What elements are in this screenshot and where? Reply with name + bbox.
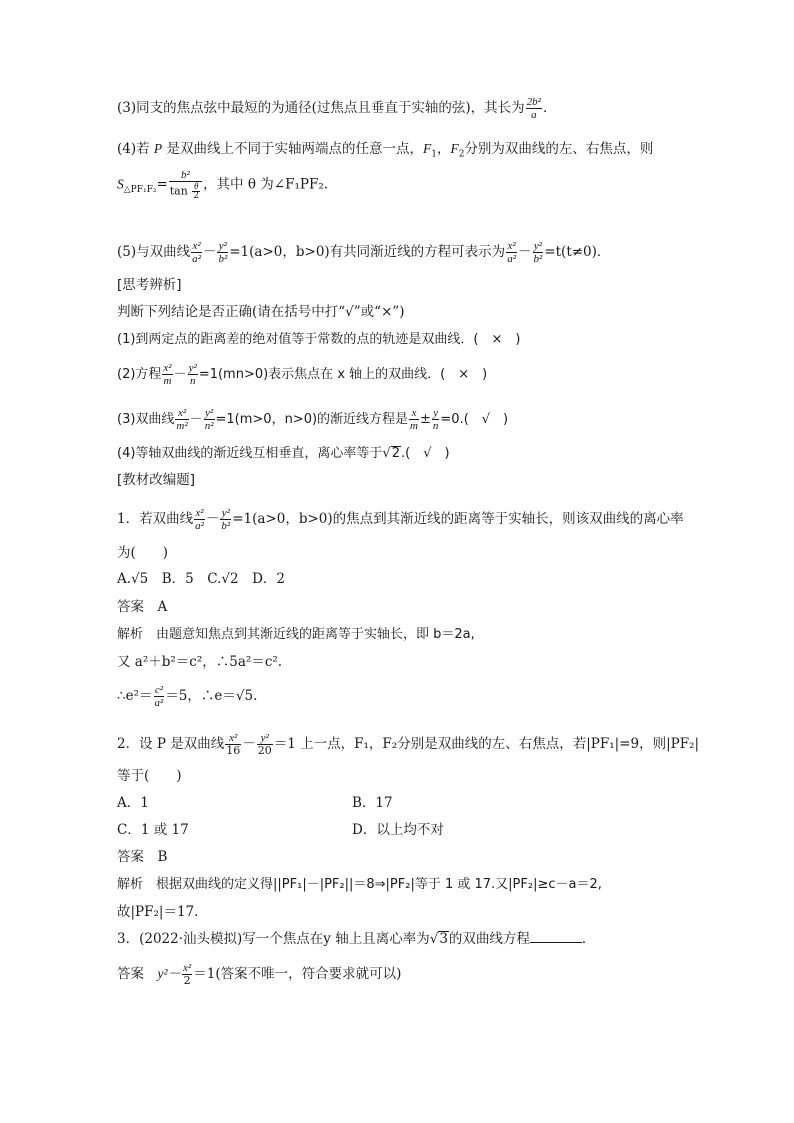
exercise-2-option-c: C．1 或 17 xyxy=(117,822,189,838)
exercise-2-option-b: B．17 xyxy=(352,795,393,811)
exercise-2: 2．设 P 是双曲线 $\frac{\text{x²}}{16}$ － $\frac{\text{y²}}{20}$ ＝1 上一点，F₁，F₂分别是双曲线的左、右焦点，若|PF₁|=9，则|PF₂| xyxy=(117,732,700,757)
property-3: (3)同支的焦点弦中最短的为通径(过焦点且垂直于实轴的弦)，其长为 $\frac{\text{2b²}}{a}$ . xyxy=(117,96,548,121)
exercise-1-solution: 解析 由题意知焦点到其渐近线的距离等于实轴长，即 b＝2a, xyxy=(117,627,475,642)
fraction: b² tan $\frac{\theta}{2}$ xyxy=(169,169,202,201)
exercise-3-answer: 答案 y²－ $\frac{\text{x²}}{2}$ ＝1(答案不唯一，符合要求就可以) xyxy=(117,962,402,987)
exercise-1-tail: 为( ) xyxy=(117,545,169,561)
exercise-2-solution-2: 故|PF₂|＝17. xyxy=(117,904,199,920)
exercise-1-solution-2: 又 a²＋b²＝c²，∴5a²＝c². xyxy=(117,654,283,670)
property-5: (5)与双曲线 $\frac{\text{x²}}{\text{a²}}$ － $\frac{\text{y²}}{\text{b²}}$ =1(a>0，b>0)有共同渐近线的方程可表示为 $\frac{\text{x²}}{\text{a²}}$ － $\frac{\text{y²}}{\text{b²}}$ =t(t≠0)． xyxy=(117,240,611,265)
textbook-header: [教材改编题] xyxy=(117,472,196,488)
exercise-2-tail: 等于( ) xyxy=(117,768,182,784)
answer-blank xyxy=(530,928,582,943)
think-q3: (3)双曲线 $\frac{\text{x²}}{\text{m²}}$ － $\frac{\text{y²}}{\text{n²}}$ =1(m>0，n>0)的渐近线方程是 $\frac{x}{m}$ ± $\frac{y}{n}$ =0.( √ ) xyxy=(117,407,509,432)
think-intro: 判断下列结论是否正确(请在括号中打“√”或“×”) xyxy=(117,304,405,320)
exercise-1: 1．若双曲线 $\frac{\text{x²}}{\text{a²}}$ － $\frac{\text{y²}}{\text{b²}}$ =1(a>0，b>0)的焦点到其渐近线的距离等于实轴长，则该双曲线的离心率 xyxy=(117,507,684,532)
exercise-1-options: A.√5 B．5 C.√2 D．2 xyxy=(117,571,285,587)
exercise-2-solution: 解析 根据双曲线的定义得||PF₁|－|PF₂||＝8⇒|PF₂|等于 1 或 17.又|PF₂|≥c－a＝2, xyxy=(117,877,602,892)
exercise-1-solution-3: ∴e²＝ $\frac{\text{c²}}{\text{a²}}$ ＝5，∴e＝√5. xyxy=(117,684,258,709)
think-q1: (1)到两定点的距离差的绝对值等于常数的点的轨迹是双曲线．( × ) xyxy=(117,332,521,347)
think-header: [思考辨析] xyxy=(117,277,182,293)
property-4-formula: $S_{\triangle PF_1F_2}=$ b² tan $\frac{\theta}{2}$ ，其中 θ 为∠F₁PF₂. xyxy=(117,169,329,201)
think-q2: (2)方程 $\frac{\text{x²}}{m}$ － $\frac{\text{y²}}{n}$ =1(mn>0)表示焦点在 x 轴上的双曲线．( × ) xyxy=(117,362,488,387)
exercise-2-answer: 答案 B xyxy=(117,849,168,865)
exercise-2-option-d: D．以上均不对 xyxy=(352,822,444,838)
exercise-1-answer: 答案 A xyxy=(117,599,168,615)
fraction: $\frac{\text{2b²}}{a}$ xyxy=(526,96,541,121)
think-q4: (4)等轴双曲线的渐近线互相垂直，离心率等于√2.( √ ) xyxy=(117,446,450,461)
property-4: (4)若 P 是双曲线上不同于实轴两端点的任意一点，$F_1$，$F_2$分别为双曲线的左、右焦点，则 xyxy=(117,141,654,160)
exercise-2-option-a: A．1 xyxy=(117,795,149,811)
exercise-3: 3．(2022·汕头模拟)写一个焦点在y 轴上且离心率为√3的双曲线方程 ． xyxy=(117,928,595,949)
